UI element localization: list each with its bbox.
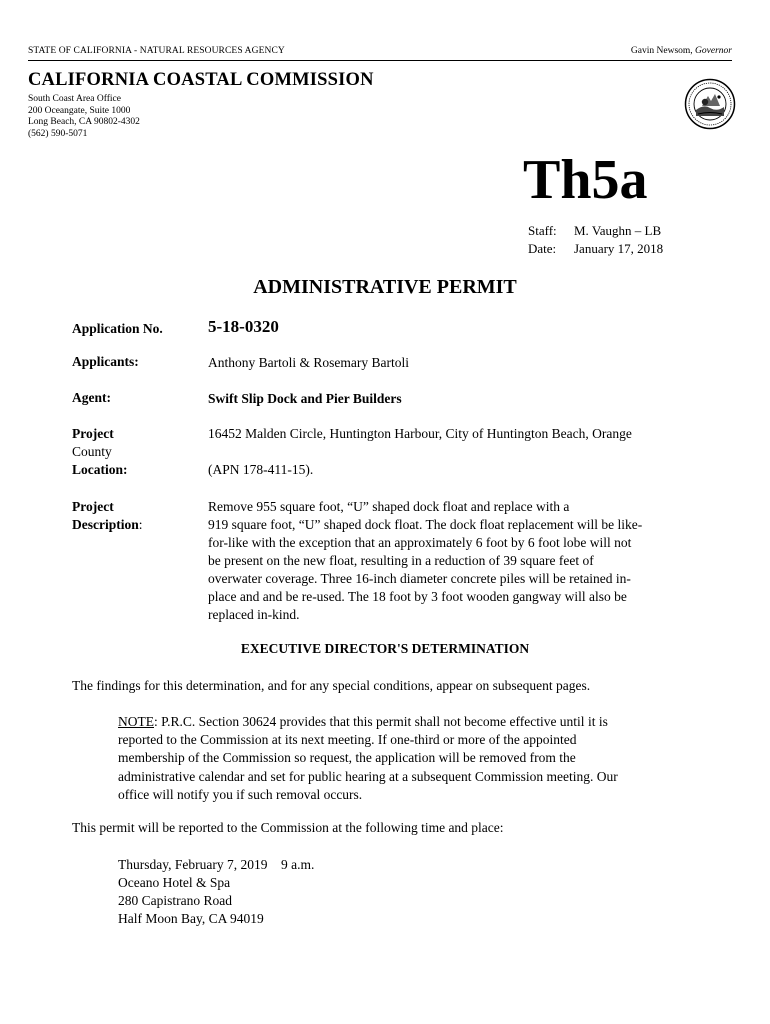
application-row [72, 318, 712, 354]
governor-name: Gavin Newsom, [630, 46, 693, 56]
office-line: South Coast Area Office [28, 94, 121, 104]
description-line: place and and be re-used. The 18 foot by 3 foot wooden gangway will also be [208, 589, 627, 604]
location-label-line: Location: [72, 462, 128, 477]
description-label [72, 498, 208, 624]
description-line: for-like with the exception that an approximately 6 foot by 6 foot lobe will not [208, 535, 632, 550]
findings-text: The findings for this determination, and for any special conditions, appear on subsequent pages. [72, 678, 591, 693]
description-line: 919 square foot, “U” shaped dock float. The dock float replacement will be like- [208, 517, 643, 532]
description-row [72, 498, 712, 624]
location-label-line: Project [72, 426, 114, 441]
description-label-line: Project [72, 499, 114, 514]
description-line: replaced in-kind. [208, 607, 300, 622]
note-line: administrative calendar and set for public hearing at a subsequent Commission meeting. Our [118, 768, 618, 784]
governor-title: Governor [695, 46, 732, 56]
meeting-line: 280 Capistrano Road [118, 893, 232, 908]
staff-value: M. Vaughn – LB [574, 223, 662, 238]
meeting-line: Thursday, February 7, 2019 9 a.m. [118, 857, 315, 872]
note-line: membership of the Commission so request, the application will be removed from the [118, 750, 576, 766]
location-value [208, 425, 712, 498]
applicants-label: Applicants: [72, 354, 139, 369]
note-line: reported to the Commission at its next meeting. If one-third or more of the appointed [118, 732, 577, 748]
location-label-line: County [72, 444, 112, 459]
meeting-details [118, 856, 314, 928]
office-address [28, 94, 140, 140]
meeting-line: Oceano Hotel & Spa [118, 875, 231, 890]
agency-name: STATE OF CALIFORNIA - NATURAL RESOURCES AGENCY [28, 46, 285, 56]
application-value: 5-18-0320 [208, 317, 279, 336]
applicants-row [72, 354, 712, 390]
agent-row [72, 390, 712, 425]
document-title: ADMINISTRATIVE PERMIT [253, 276, 517, 298]
date-value: January 17, 2018 [574, 240, 664, 256]
determination-heading: EXECUTIVE DIRECTOR'S DETERMINATION [240, 641, 530, 656]
description-value [208, 498, 712, 624]
permit-fields [72, 318, 712, 624]
agenda-item-number: Th5a [523, 149, 648, 211]
note-line: : P.R.C. Section 30624 provides that this permit shall not become effective until it is [154, 714, 608, 729]
office-line: 200 Oceangate, Suite 1000 [28, 105, 131, 116]
staff-info [528, 222, 663, 257]
date-label: Date: [528, 240, 557, 256]
commission-name: CALIFORNIA COASTAL COMMISSION [28, 70, 374, 90]
office-line: (562) 590-5071 [28, 128, 88, 139]
description-colon: : [138, 517, 143, 532]
state-seal-icon [684, 78, 736, 130]
agent-label: Agent: [72, 390, 111, 405]
note-line: office will notify you if such removal occurs. [118, 786, 363, 802]
description-label-line [72, 516, 208, 534]
description-line: Remove 955 square foot, “U” shaped dock float and replace with a [208, 499, 570, 514]
applicants-value: Anthony Bartoli & Rosemary Bartoli [208, 355, 409, 370]
governor-line [631, 46, 732, 56]
header-rule [28, 60, 732, 61]
office-line: Long Beach, CA 90802-4302 [28, 117, 140, 127]
description-label-text: Description [72, 517, 139, 532]
agent-value: Swift Slip Dock and Pier Builders [208, 391, 402, 406]
meeting-line: Half Moon Bay, CA 94019 [118, 911, 264, 926]
staff-label: Staff: [528, 223, 557, 238]
location-value-line: 16452 Malden Circle, Huntington Harbour, City of Huntington Beach, Orange [208, 426, 632, 441]
location-row [72, 425, 712, 498]
report-statement: This permit will be reported to the Commission at the following time and place: [72, 820, 504, 835]
application-label: Application No. [72, 321, 163, 336]
location-label [72, 425, 208, 498]
description-line: overwater coverage. Three 16-inch diameter concrete piles will be retained in- [208, 571, 631, 586]
location-value-line: (APN 178-411-15). [208, 462, 314, 477]
note-paragraph [118, 713, 688, 804]
description-line: be present on the new float, resulting in a reduction of 39 square feet of [208, 553, 594, 568]
note-label: NOTE [118, 714, 154, 729]
